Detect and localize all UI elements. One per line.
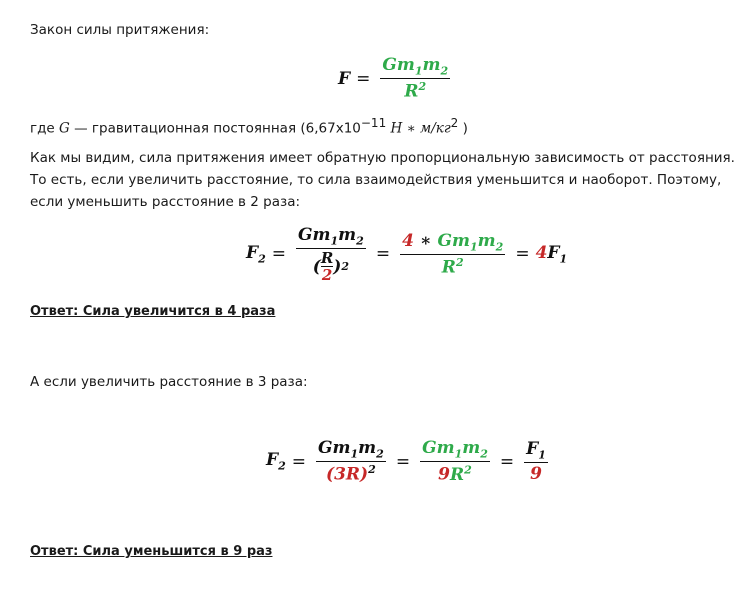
paragraph-line-4: А если увеличить расстояние в 3 раза: — [30, 374, 308, 390]
fraction-2: $\frac{Gm_1m_2}{9R^2}$ — [422, 438, 488, 486]
equals-sign: = — [271, 244, 286, 265]
force-symbol: F — [338, 68, 351, 89]
fraction-1: $Gm_1m_2$ ( R 2 ) 2 — [297, 225, 364, 285]
equals-sign: = — [375, 244, 391, 265]
paragraph-line-2: То есть, если увеличить расстояние, то сила взаимодействия уменьшится и наоборот. Поэтому, — [30, 172, 722, 188]
lhs: $F_2$ — [246, 243, 266, 266]
equals-sign: = — [395, 451, 411, 472]
denominator: $R^2$ — [404, 80, 427, 103]
formula-main — [338, 55, 454, 102]
paragraph-line-3: если уменьшить расстояние в 2 раза: — [30, 194, 301, 210]
answer-1: Ответ: Сила увеличится в 4 раза — [30, 304, 276, 319]
formula-distance-halved — [246, 225, 567, 283]
answer-2: Ответ: Сила уменьшится в 9 раз — [30, 544, 273, 559]
equals-sign: = — [356, 68, 371, 89]
formula-distance-tripled — [266, 438, 552, 485]
constant-definition: где G — гравитационная постоянная ($6,67x10^{-11}$ Н ∗ $м/кг^2$ ) — [30, 116, 468, 137]
numerator: $Gm_1m_2$ — [382, 55, 449, 78]
lhs: $F_2$ — [266, 450, 286, 473]
fraction — [380, 55, 450, 102]
fraction-3: $\frac{F_1}{9}$ — [526, 438, 546, 485]
equals-sign: = — [291, 451, 306, 472]
equals-sign: = — [499, 451, 515, 472]
fraction-1: $\frac{Gm_1m_2}{(3R)^2}$ — [317, 438, 384, 486]
equals-sign: = — [515, 244, 530, 265]
result: $4F_1$ — [535, 243, 568, 266]
paragraph-line-1: Как мы видим, сила притяжения имеет обратную пропорциональную зависимость от расстояния. — [30, 150, 735, 166]
fraction-2: $\frac{4 ∗ Gm_1m_2}{R^2}$ — [402, 230, 504, 278]
law-title: Закон силы притяжения: — [30, 22, 210, 38]
